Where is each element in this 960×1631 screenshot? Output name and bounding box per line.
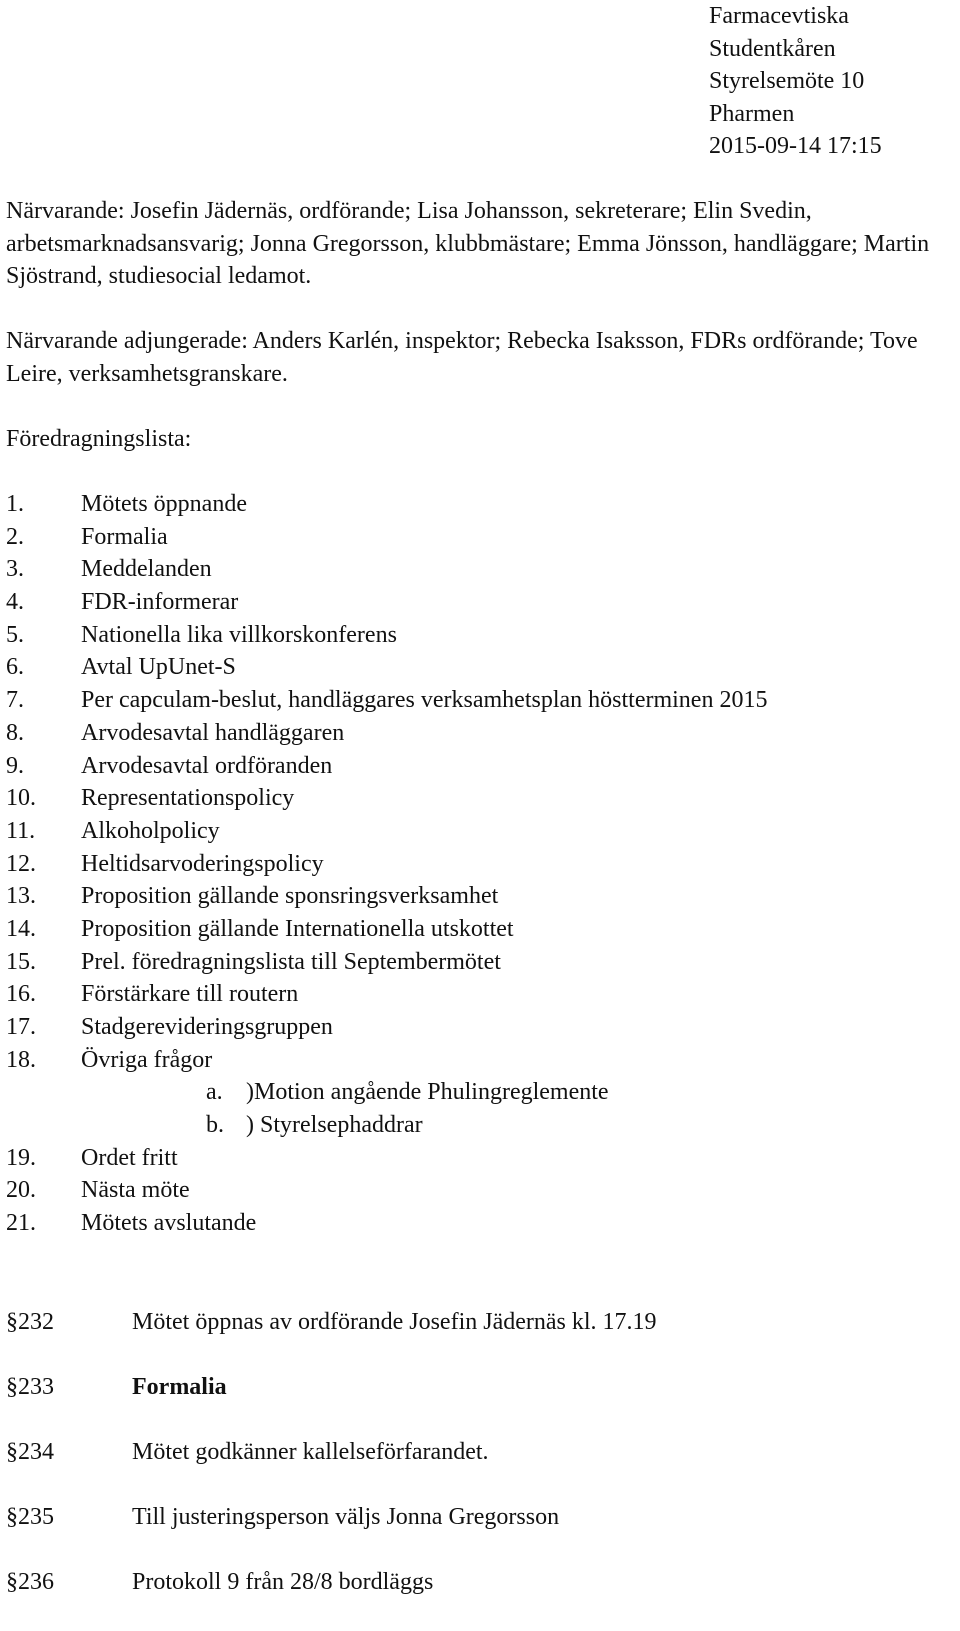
section-number: §235 — [6, 1504, 54, 1530]
agenda-item — [6, 1142, 946, 1175]
section-text: Till justeringsperson väljs Jonna Gregorsson — [132, 1504, 560, 1530]
agenda-subitem — [6, 1109, 946, 1142]
agenda-item-text: Prel. föredragningslista till Septembermötet — [81, 948, 501, 975]
agenda-item-number: 21. — [6, 1210, 36, 1237]
agenda-item-number: 7. — [6, 687, 24, 714]
agenda-item — [6, 619, 946, 652]
meeting-title: Styrelsemöte 10 — [709, 68, 865, 94]
agenda-subitem-letter: a. — [206, 1079, 223, 1106]
adjunct-attendees-paragraph: Närvarande adjungerade: Anders Karlén, inspektor; Rebecka Isaksson, FDRs ordförande; Tove Leire, verksamhetsgranskare. — [6, 328, 918, 387]
agenda-item-text: Avtal UpUnet-S — [81, 654, 236, 681]
agenda-item — [6, 750, 946, 783]
agenda-item-text: Per capculam-beslut, handläggares verksamhetsplan höstterminen 2015 — [81, 687, 768, 714]
minutes-section — [6, 1501, 946, 1566]
agenda-item-number: 10. — [6, 785, 36, 812]
section-number: §234 — [6, 1439, 54, 1465]
agenda-item-text: Nationella lika villkorskonferens — [81, 621, 397, 648]
agenda-list — [6, 488, 946, 1240]
agenda-item-text: Ordet fritt — [81, 1144, 178, 1171]
agenda-item-number: 1. — [6, 491, 24, 517]
agenda-item-text: Alkoholpolicy — [81, 817, 220, 844]
section-number: §236 — [6, 1569, 54, 1595]
agenda-item-text: Stadgerevideringsgruppen — [81, 1014, 333, 1040]
agenda-item-text: Nästa möte — [81, 1177, 190, 1204]
agenda-item — [6, 1174, 946, 1207]
agenda-item — [6, 1011, 946, 1044]
agenda-item-number: 3. — [6, 556, 24, 583]
agenda-item-number: 15. — [6, 948, 36, 975]
agenda-item — [6, 521, 946, 554]
agenda-heading: Föredragningslista: — [6, 426, 192, 452]
agenda-item-text: Arvodesavtal handläggaren — [81, 719, 345, 746]
agenda-item-text: Heltidsarvoderingspolicy — [81, 850, 324, 877]
agenda-item — [6, 978, 946, 1011]
agenda-item-number: 18. — [6, 1046, 36, 1073]
agenda-item — [6, 1207, 946, 1240]
agenda-item-number: 9. — [6, 752, 24, 779]
agenda-item-number: 11. — [6, 817, 36, 844]
agenda-item-text: Formalia — [81, 523, 168, 550]
agenda-item-text: Förstärkare till routern — [81, 981, 299, 1008]
agenda-item-number: 14. — [6, 915, 36, 942]
minutes-section — [6, 1566, 946, 1631]
organization-name-line1: Farmacevtiska — [709, 3, 849, 29]
agenda-item-number: 2. — [6, 523, 24, 550]
agenda-subitem-letter: b. — [206, 1112, 224, 1139]
agenda-item — [6, 880, 946, 913]
agenda-item-text: Arvodesavtal ordföranden — [81, 752, 333, 779]
section-number: §233 — [6, 1374, 54, 1400]
agenda-item-number: 13. — [6, 883, 36, 910]
agenda-item-number: 8. — [6, 719, 24, 746]
agenda-item-number: 17. — [6, 1014, 36, 1040]
agenda-subitem — [6, 1076, 946, 1109]
agenda-item-text: Proposition gällande Internationella utskottet — [81, 915, 514, 942]
agenda-subitem-text: ) Styrelsephaddrar — [246, 1112, 423, 1139]
document-header — [709, 0, 882, 163]
agenda-item-text: Mötets avslutande — [81, 1210, 257, 1237]
section-text: Protokoll 9 från 28/8 bordläggs — [132, 1569, 434, 1595]
minutes-section — [6, 1436, 946, 1501]
agenda-item — [6, 488, 946, 521]
agenda-item-text: FDR-informerar — [81, 589, 239, 616]
agenda-item — [6, 815, 946, 848]
agenda-item-number: 12. — [6, 850, 36, 877]
section-text: Mötet godkänner kallelseförfarandet. — [132, 1439, 489, 1465]
agenda-item — [6, 913, 946, 946]
section-number: §232 — [6, 1309, 54, 1335]
agenda-item-text: Mötets öppnande — [81, 491, 247, 517]
agenda-item-text: Övriga frågor — [81, 1046, 213, 1073]
agenda-item — [6, 651, 946, 684]
agenda-item-number: 4. — [6, 589, 24, 616]
agenda-item — [6, 848, 946, 881]
agenda-item — [6, 946, 946, 979]
section-text: Mötet öppnas av ordförande Josefin Jädernäs kl. 17.19 — [132, 1309, 657, 1335]
minutes-sections — [6, 1306, 946, 1631]
agenda-item — [6, 684, 946, 717]
agenda-item-number: 20. — [6, 1177, 36, 1204]
agenda-subitem-text: )Motion angående Phulingreglemente — [246, 1079, 609, 1106]
agenda-item-number: 19. — [6, 1144, 36, 1171]
agenda-item — [6, 782, 946, 815]
attendees-paragraph: Närvarande: Josefin Jädernäs, ordförande; Lisa Johansson, sekreterare; Elin Svedin, arbetsmarknadsansvarig; Jonna Gregorsson, klubbmästare; Emma Jönsson, handläggare; Martin Sjöstrand, studiesocial ledamot. — [6, 198, 930, 289]
agenda-item — [6, 586, 946, 619]
agenda-item — [6, 553, 946, 586]
agenda-item-text: Meddelanden — [81, 556, 212, 583]
agenda-item-number: 16. — [6, 981, 36, 1008]
agenda-item-text: Proposition gällande sponsringsverksamhet — [81, 883, 499, 910]
minutes-section — [6, 1306, 946, 1371]
meeting-location: Pharmen — [709, 100, 795, 127]
agenda-item-number: 6. — [6, 654, 24, 681]
section-heading: Formalia — [132, 1374, 227, 1400]
agenda-item — [6, 1044, 946, 1077]
agenda-item-text: Representationspolicy — [81, 785, 295, 812]
minutes-section — [6, 1371, 946, 1436]
meeting-datetime: 2015-09-14 17:15 — [709, 133, 882, 159]
agenda-item-number: 5. — [6, 621, 24, 648]
agenda-item — [6, 717, 946, 750]
organization-name-line2: Studentkåren — [709, 35, 836, 62]
